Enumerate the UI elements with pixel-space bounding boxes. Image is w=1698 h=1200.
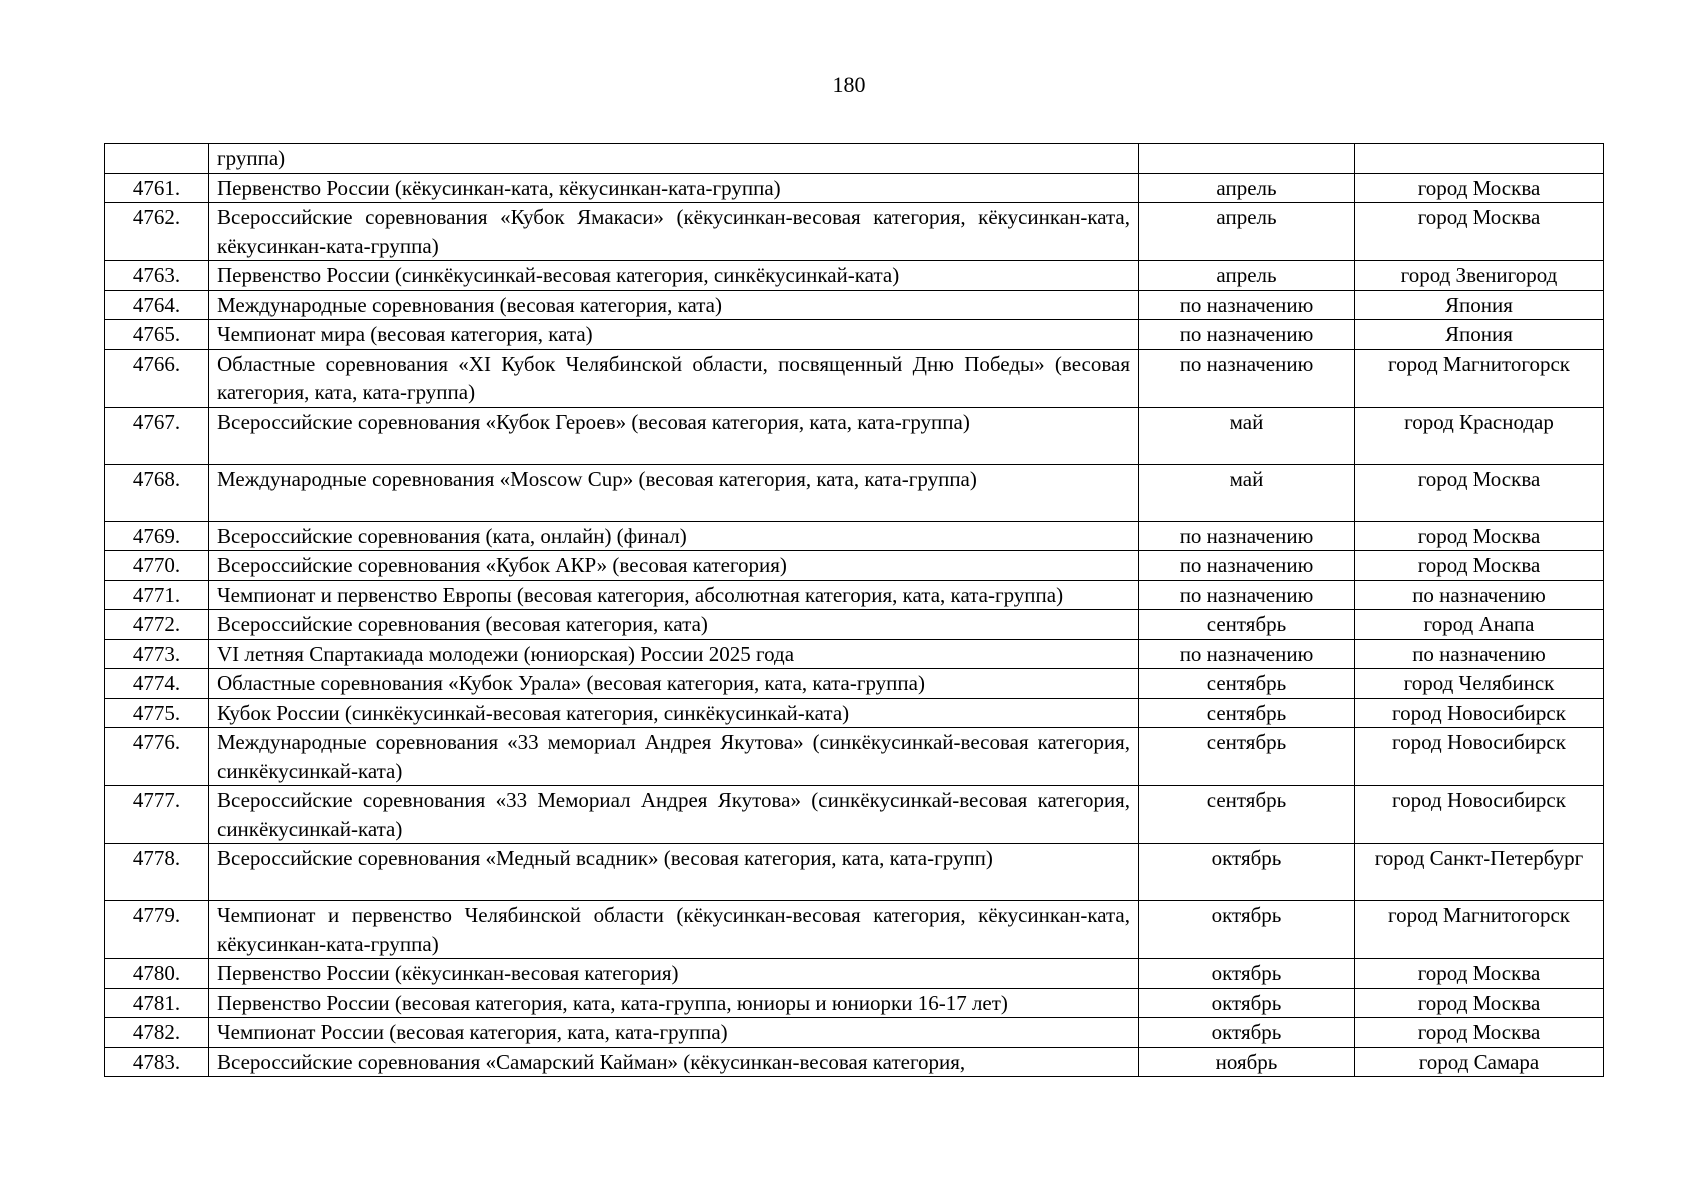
event-name-cell: Всероссийские соревнования (весовая категория, ката) bbox=[209, 610, 1139, 640]
event-date-cell: май bbox=[1139, 464, 1355, 521]
event-date-cell: сентябрь bbox=[1139, 698, 1355, 728]
row-number-cell: 4779. bbox=[105, 901, 209, 959]
row-number-cell: 4773. bbox=[105, 639, 209, 669]
event-name-cell: Международные соревнования «33 мемориал Андрея Якутова» (синкёкусинкай-весовая категория, синкёкусинкай-ката) bbox=[209, 728, 1139, 786]
event-date-cell: по назначению bbox=[1139, 639, 1355, 669]
event-name-cell: Чемпионат мира (весовая категория, ката) bbox=[209, 320, 1139, 350]
events-table bbox=[104, 143, 1604, 1077]
event-date-cell: апрель bbox=[1139, 203, 1355, 261]
table-row bbox=[105, 349, 1604, 407]
event-place-cell bbox=[1355, 144, 1604, 174]
event-name-cell: VI летняя Спартакиада молодежи (юниорская) России 2025 года bbox=[209, 639, 1139, 669]
event-place-cell: город Звенигород bbox=[1355, 261, 1604, 291]
row-number-cell: 4780. bbox=[105, 959, 209, 989]
event-date-cell: по назначению bbox=[1139, 320, 1355, 350]
event-name-cell: Областные соревнования «Кубок Урала» (весовая категория, ката, ката-группа) bbox=[209, 669, 1139, 699]
table-row bbox=[105, 639, 1604, 669]
table-row bbox=[105, 988, 1604, 1018]
table-row bbox=[105, 901, 1604, 959]
event-date-cell: сентябрь bbox=[1139, 728, 1355, 786]
event-place-cell: Япония bbox=[1355, 290, 1604, 320]
table-row bbox=[105, 786, 1604, 844]
event-place-cell: город Новосибирск bbox=[1355, 698, 1604, 728]
row-number-cell: 4762. bbox=[105, 203, 209, 261]
event-name-cell: Всероссийские соревнования «Медный всадник» (весовая категория, ката, ката-групп) bbox=[209, 844, 1139, 901]
table-row bbox=[105, 551, 1604, 581]
event-place-cell: город Новосибирск bbox=[1355, 728, 1604, 786]
event-name-cell: Чемпионат и первенство Европы (весовая категория, абсолютная категория, ката, ката-группа) bbox=[209, 580, 1139, 610]
row-number-cell bbox=[105, 144, 209, 174]
table-row bbox=[105, 320, 1604, 350]
event-date-cell: апрель bbox=[1139, 261, 1355, 291]
event-date-cell: сентябрь bbox=[1139, 786, 1355, 844]
event-place-cell: город Челябинск bbox=[1355, 669, 1604, 699]
event-date-cell: сентябрь bbox=[1139, 610, 1355, 640]
event-name-cell: Всероссийские соревнования «Кубок Ямакаси» (кёкусинкан-весовая категория, кёкусинкан-ката, кёкусинкан-ката-группа) bbox=[209, 203, 1139, 261]
event-name-cell: Первенство России (синкёкусинкай-весовая категория, синкёкусинкай-ката) bbox=[209, 261, 1139, 291]
row-number-cell: 4770. bbox=[105, 551, 209, 581]
event-name-cell: Первенство России (кёкусинкан-ката, кёкусинкан-ката-группа) bbox=[209, 173, 1139, 203]
event-date-cell: по назначению bbox=[1139, 580, 1355, 610]
table-row bbox=[105, 407, 1604, 464]
table-row bbox=[105, 203, 1604, 261]
event-date-cell: октябрь bbox=[1139, 988, 1355, 1018]
row-number-cell: 4761. bbox=[105, 173, 209, 203]
table-row bbox=[105, 610, 1604, 640]
event-place-cell: по назначению bbox=[1355, 639, 1604, 669]
table-row bbox=[105, 844, 1604, 901]
event-name-cell: Чемпионат и первенство Челябинской области (кёкусинкан-весовая категория, кёкусинкан-ката, кёкусинкан-ката-группа) bbox=[209, 901, 1139, 959]
event-place-cell: город Магнитогорск bbox=[1355, 349, 1604, 407]
row-number-cell: 4772. bbox=[105, 610, 209, 640]
event-date-cell: май bbox=[1139, 407, 1355, 464]
table-row bbox=[105, 1047, 1604, 1077]
row-number-cell: 4783. bbox=[105, 1047, 209, 1077]
event-place-cell: Япония bbox=[1355, 320, 1604, 350]
event-name-cell: Первенство России (кёкусинкан-весовая категория) bbox=[209, 959, 1139, 989]
row-number-cell: 4771. bbox=[105, 580, 209, 610]
table-row bbox=[105, 1018, 1604, 1048]
event-name-cell: Областные соревнования «XI Кубок Челябинской области, посвященный Дню Победы» (весовая категория, ката, ката-группа) bbox=[209, 349, 1139, 407]
event-date-cell: по назначению bbox=[1139, 349, 1355, 407]
row-number-cell: 4769. bbox=[105, 521, 209, 551]
row-number-cell: 4768. bbox=[105, 464, 209, 521]
event-place-cell: город Москва bbox=[1355, 203, 1604, 261]
event-place-cell: город Магнитогорск bbox=[1355, 901, 1604, 959]
table-row bbox=[105, 580, 1604, 610]
row-number-cell: 4764. bbox=[105, 290, 209, 320]
table-row bbox=[105, 521, 1604, 551]
event-date-cell: октябрь bbox=[1139, 844, 1355, 901]
event-place-cell: по назначению bbox=[1355, 580, 1604, 610]
event-name-cell: Всероссийские соревнования «33 Мемориал Андрея Якутова» (синкёкусинкай-весовая категория, синкёкусинкай-ката) bbox=[209, 786, 1139, 844]
event-date-cell: по назначению bbox=[1139, 551, 1355, 581]
row-number-cell: 4778. bbox=[105, 844, 209, 901]
table-row bbox=[105, 144, 1604, 174]
event-date-cell bbox=[1139, 144, 1355, 174]
event-name-cell: Кубок России (синкёкусинкай-весовая категория, синкёкусинкай-ката) bbox=[209, 698, 1139, 728]
table-row bbox=[105, 173, 1604, 203]
event-place-cell: город Краснодар bbox=[1355, 407, 1604, 464]
table-row bbox=[105, 261, 1604, 291]
event-date-cell: по назначению bbox=[1139, 290, 1355, 320]
row-number-cell: 4777. bbox=[105, 786, 209, 844]
row-number-cell: 4766. bbox=[105, 349, 209, 407]
event-date-cell: октябрь bbox=[1139, 1018, 1355, 1048]
row-number-cell: 4776. bbox=[105, 728, 209, 786]
event-name-cell: Всероссийские соревнования «Кубок Героев» (весовая категория, ката, ката-группа) bbox=[209, 407, 1139, 464]
event-place-cell: город Самара bbox=[1355, 1047, 1604, 1077]
event-date-cell: сентябрь bbox=[1139, 669, 1355, 699]
event-date-cell: ноябрь bbox=[1139, 1047, 1355, 1077]
event-name-cell: группа) bbox=[209, 144, 1139, 174]
table-row bbox=[105, 959, 1604, 989]
events-table-body bbox=[105, 144, 1604, 1077]
event-place-cell: город Санкт-Петербург bbox=[1355, 844, 1604, 901]
event-name-cell: Чемпионат России (весовая категория, ката, ката-группа) bbox=[209, 1018, 1139, 1048]
event-name-cell: Всероссийские соревнования «Кубок АКР» (весовая категория) bbox=[209, 551, 1139, 581]
row-number-cell: 4774. bbox=[105, 669, 209, 699]
event-name-cell: Международные соревнования (весовая категория, ката) bbox=[209, 290, 1139, 320]
event-date-cell: апрель bbox=[1139, 173, 1355, 203]
event-place-cell: город Москва bbox=[1355, 464, 1604, 521]
row-number-cell: 4763. bbox=[105, 261, 209, 291]
row-number-cell: 4775. bbox=[105, 698, 209, 728]
event-place-cell: город Москва bbox=[1355, 173, 1604, 203]
event-date-cell: октябрь bbox=[1139, 959, 1355, 989]
row-number-cell: 4767. bbox=[105, 407, 209, 464]
event-place-cell: город Москва bbox=[1355, 551, 1604, 581]
event-name-cell: Международные соревнования «Moscow Cup» (весовая категория, ката, ката-группа) bbox=[209, 464, 1139, 521]
event-name-cell: Всероссийские соревнования (ката, онлайн) (финал) bbox=[209, 521, 1139, 551]
event-date-cell: по назначению bbox=[1139, 521, 1355, 551]
event-name-cell: Первенство России (весовая категория, ката, ката-группа, юниоры и юниорки 16-17 лет) bbox=[209, 988, 1139, 1018]
table-row bbox=[105, 728, 1604, 786]
table-row bbox=[105, 669, 1604, 699]
row-number-cell: 4782. bbox=[105, 1018, 209, 1048]
table-row bbox=[105, 464, 1604, 521]
row-number-cell: 4781. bbox=[105, 988, 209, 1018]
page-number: 180 bbox=[832, 72, 866, 97]
event-place-cell: город Москва bbox=[1355, 959, 1604, 989]
event-place-cell: город Анапа bbox=[1355, 610, 1604, 640]
event-place-cell: город Новосибирск bbox=[1355, 786, 1604, 844]
table-row bbox=[105, 290, 1604, 320]
event-place-cell: город Москва bbox=[1355, 1018, 1604, 1048]
event-date-cell: октябрь bbox=[1139, 901, 1355, 959]
event-name-cell: Всероссийские соревнования «Самарский Кайман» (кёкусинкан-весовая категория, bbox=[209, 1047, 1139, 1077]
event-place-cell: город Москва bbox=[1355, 988, 1604, 1018]
table-row bbox=[105, 698, 1604, 728]
event-place-cell: город Москва bbox=[1355, 521, 1604, 551]
row-number-cell: 4765. bbox=[105, 320, 209, 350]
